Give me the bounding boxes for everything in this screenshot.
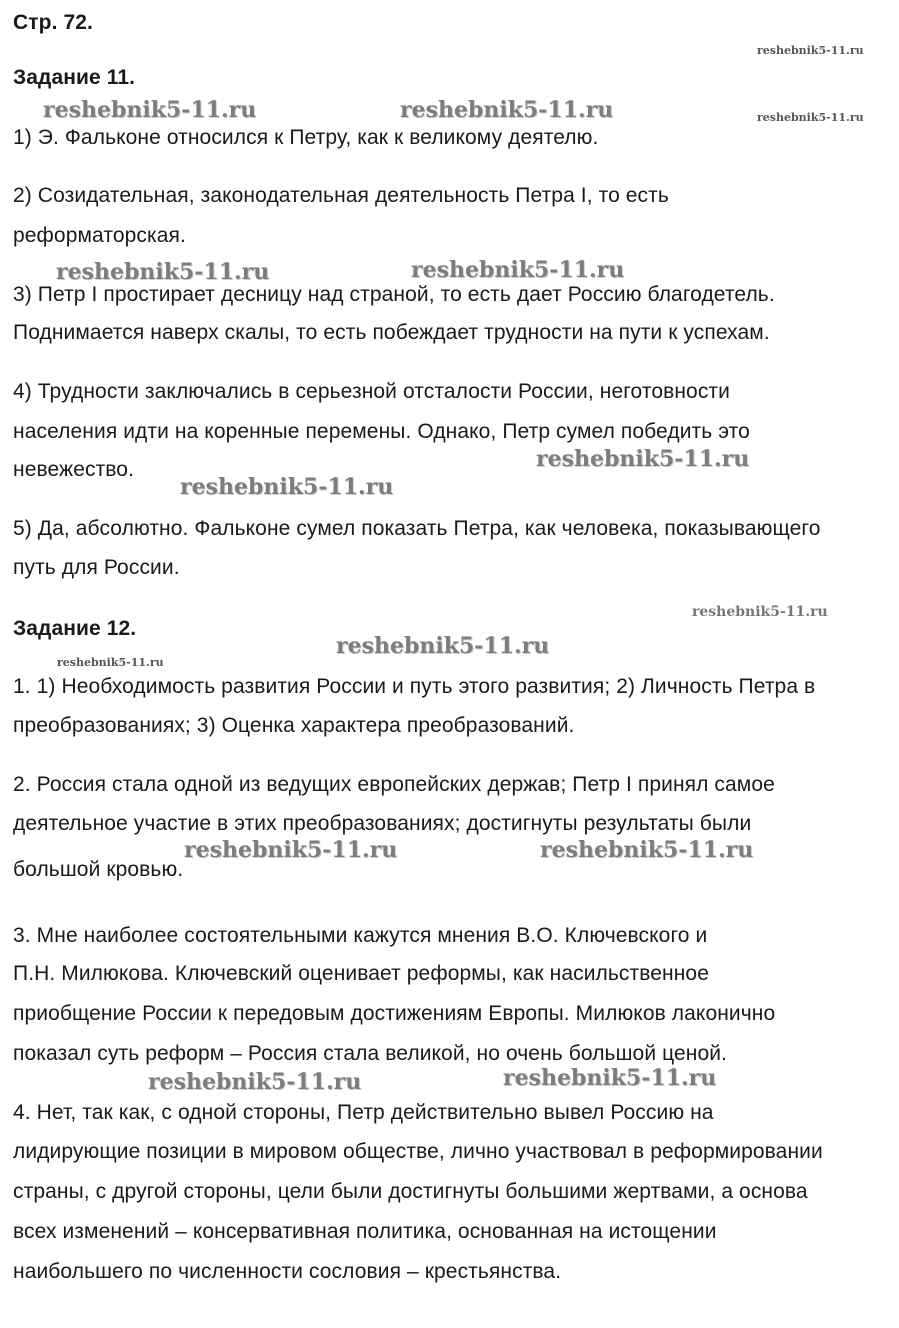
task-12-line-6: 3. Мне наиболее состоятельными кажутся мнения В.О. Ключевского и bbox=[13, 924, 708, 947]
task-11-line-4: 3) Петр I простирает десницу над страной, то есть дает Россию благодетель. bbox=[13, 283, 775, 306]
watermark: reshebnik5-11.ru bbox=[56, 259, 270, 285]
task-11-line-2: 2) Созидательная, законодательная деятельность Петра I, то есть bbox=[13, 184, 669, 207]
watermark: reshebnik5-11.ru bbox=[336, 633, 550, 659]
task-12-line-8: приобщение России к передовым достижениям Европы. Милюков лаконично bbox=[13, 1002, 776, 1025]
task-12-line-12: страны, с другой стороны, цели были достигнуты большими жертвами, а основа bbox=[13, 1180, 808, 1203]
task-11-line-1: 1) Э. Фальконе относился к Петру, как к великому деятелю. bbox=[13, 126, 599, 149]
watermark: reshebnik5-11.ru bbox=[184, 837, 398, 863]
task-12-line-4: деятельное участие в этих преобразованиях; достигнуты результаты были bbox=[13, 812, 752, 835]
task-11-line-5: Поднимается наверх скалы, то есть побеждает трудности на пути к успехам. bbox=[13, 321, 770, 344]
watermark: reshebnik5-11.ru bbox=[57, 656, 164, 669]
task-12-line-9: показал суть реформ – Россия стала великой, но очень большой ценой. bbox=[13, 1042, 727, 1065]
task-12-line-3: 2. Россия стала одной из ведущих европейских держав; Петр I принял самое bbox=[13, 773, 775, 796]
task-11-heading: Задание 11. bbox=[13, 66, 136, 89]
task-12-line-11: лидирующие позиции в мировом обществе, лично участвовал в реформировании bbox=[13, 1140, 823, 1163]
task-11-line-8: невежество. bbox=[13, 458, 135, 481]
task-11-line-10: путь для России. bbox=[13, 556, 180, 579]
watermark: reshebnik5-11.ru bbox=[503, 1065, 717, 1091]
task-12-line-1: 1. 1) Необходимость развития России и путь этого развития; 2) Личность Петра в bbox=[13, 675, 816, 698]
page-number: Стр. 72. bbox=[13, 11, 93, 34]
task-11-line-3: реформаторская. bbox=[13, 224, 186, 247]
watermark: reshebnik5-11.ru bbox=[536, 446, 750, 472]
task-12-line-10: 4. Нет, так как, с одной стороны, Петр действительно вывел Россию на bbox=[13, 1101, 714, 1124]
task-12-line-5: большой кровью. bbox=[13, 858, 184, 881]
task-11-line-6: 4) Трудности заключались в серьезной отсталости России, неготовности bbox=[13, 380, 730, 403]
watermark: reshebnik5-11.ru bbox=[148, 1069, 362, 1095]
task-11-line-7: населения идти на коренные перемены. Однако, Петр сумел победить это bbox=[13, 420, 750, 443]
watermark: reshebnik5-11.ru bbox=[757, 44, 864, 57]
task-12-line-7: П.Н. Милюкова. Ключевский оценивает реформы, как насильственное bbox=[13, 962, 709, 985]
task-12-line-14: наибольшего по численности сословия – крестьянства. bbox=[13, 1260, 562, 1283]
watermark: reshebnik5-11.ru bbox=[400, 97, 614, 123]
watermark: reshebnik5-11.ru bbox=[411, 257, 625, 283]
task-12-heading: Задание 12. bbox=[13, 617, 137, 640]
watermark: reshebnik5-11.ru bbox=[757, 111, 864, 124]
task-11-line-9: 5) Да, абсолютно. Фальконе сумел показать Петра, как человека, показывающего bbox=[13, 517, 821, 540]
watermark: reshebnik5-11.ru bbox=[43, 97, 257, 123]
task-12-line-2: преобразованиях; 3) Оценка характера преобразований. bbox=[13, 714, 575, 737]
watermark: reshebnik5-11.ru bbox=[180, 474, 394, 500]
watermark: reshebnik5-11.ru bbox=[540, 837, 754, 863]
watermark: reshebnik5-11.ru bbox=[692, 604, 828, 620]
task-12-line-13: всех изменений – консервативная политика, основанная на истощении bbox=[13, 1220, 717, 1243]
